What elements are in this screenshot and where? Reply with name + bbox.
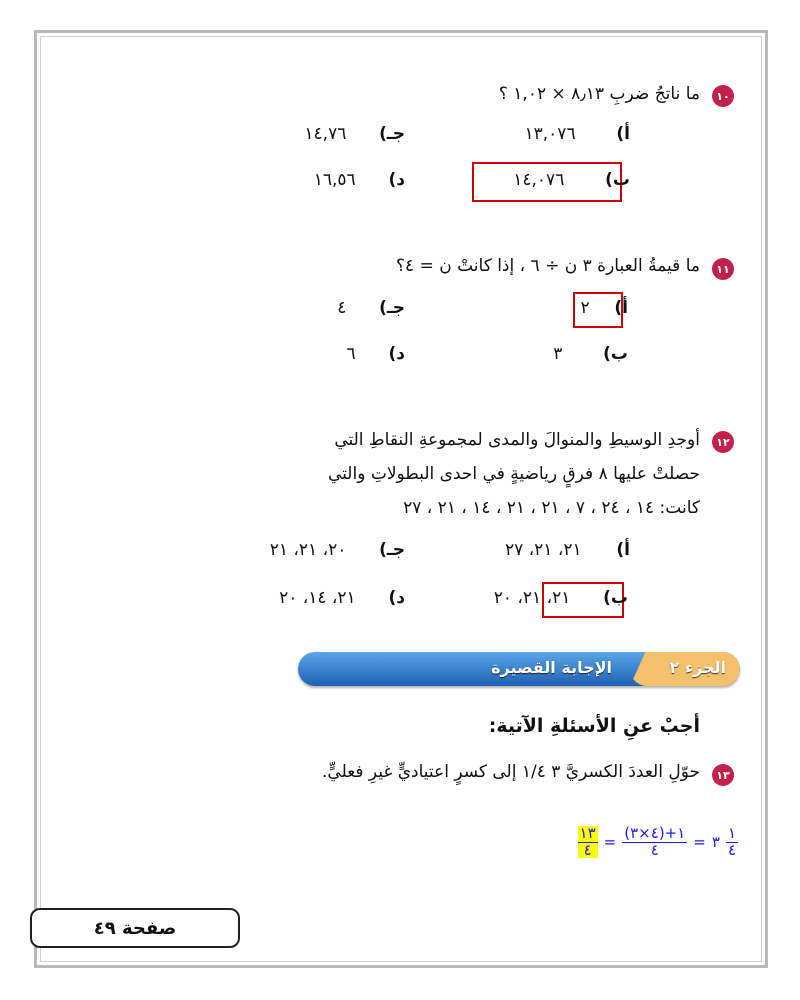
- section-title: الإجابة القصيرة: [491, 658, 612, 677]
- mixed-numerator: ١: [727, 823, 736, 842]
- option-value: ٦: [346, 344, 356, 364]
- option-letter: أ): [616, 540, 630, 560]
- option-d[interactable]: [347, 344, 405, 364]
- option-c[interactable]: [304, 124, 405, 144]
- question-number-badge: ١٣: [712, 764, 734, 786]
- option-value: ١٤,٠٧٦: [513, 170, 565, 190]
- option-value: ٢١، ١٤، ٢٠: [279, 588, 356, 608]
- option-b[interactable]: [494, 588, 628, 608]
- option-a[interactable]: [580, 298, 628, 318]
- option-letter: جـ): [379, 540, 405, 560]
- section-banner: [298, 652, 740, 686]
- answer-equation: [578, 820, 738, 864]
- option-letter: ب): [603, 344, 628, 364]
- option-a[interactable]: [505, 540, 630, 560]
- option-value: ٢١، ٢١، ٢٧: [505, 540, 582, 560]
- mixed-denominator: ٤: [727, 840, 736, 859]
- result-numerator: ١٣: [579, 823, 596, 842]
- instruction-heading: أجبْ عنِ الأسئلةِ الآتية:: [488, 715, 700, 737]
- option-letter: د): [388, 344, 405, 364]
- question-text-line: حصلتْ عليها ٨ فرقٍ رياضيةٍ في احدى البطولاتِ والتي: [328, 464, 700, 484]
- option-value: ٢٠، ٢١، ٢١: [269, 540, 347, 560]
- question-text-line: كانت: ١٤ ، ٢٤ ، ٧ ، ٢١ ، ٢١ ، ١٤ ، ٢١ ، ٢٧: [403, 498, 700, 518]
- mid-denominator: ٤: [650, 840, 659, 859]
- equals-sign: =: [603, 833, 617, 851]
- option-letter: أ): [614, 298, 628, 318]
- result-denominator: ٤: [583, 840, 592, 859]
- option-a[interactable]: [525, 124, 630, 144]
- option-letter: ب): [605, 170, 630, 190]
- mid-fraction: [622, 823, 687, 859]
- option-d[interactable]: [314, 170, 405, 190]
- mixed-fraction: [726, 823, 738, 859]
- question-text-line: أوجدِ الوسيطِ والمنوالَ والمدى لمجموعةِ النقاطِ التي: [334, 430, 700, 450]
- option-c[interactable]: [337, 298, 405, 318]
- option-b[interactable]: [513, 170, 630, 190]
- mid-numerator: (٤×٣)+١: [624, 823, 686, 842]
- option-value: ١٤,٧٦: [304, 124, 347, 144]
- option-value: ٢: [580, 298, 590, 318]
- option-value: ٢١، ٢١، ٢٠: [493, 588, 571, 608]
- question-number-badge: ١١: [712, 258, 734, 280]
- equals-sign: =: [693, 833, 706, 851]
- result-fraction: [578, 823, 598, 859]
- option-b[interactable]: [553, 344, 628, 364]
- option-value: ٤: [337, 298, 347, 318]
- page-number-label: صفحة ٤٩: [30, 908, 240, 948]
- option-letter: د): [388, 588, 405, 608]
- question-number-badge: ١٠: [712, 85, 734, 107]
- question-text: ما ناتجُ ضربِ ٨٫١٣ × ١,٠٢ ؟: [498, 84, 700, 104]
- question-text: حوّلِ العددَ الكسريَّ ٣ ١/٤ إلى كسرٍ اعتياديٍّ غيرِ فعليٍّ.: [322, 762, 700, 782]
- option-value: ١٣,٠٧٦: [524, 124, 576, 144]
- option-letter: د): [388, 170, 405, 190]
- option-letter: جـ): [379, 124, 405, 144]
- option-d[interactable]: [279, 588, 405, 608]
- question-text: ما قيمةُ العبارة ٣ ن ÷ ٦ ، إذا كانتْ ن = ٤؟: [396, 256, 700, 276]
- option-c[interactable]: [270, 540, 405, 560]
- option-value: ٣: [553, 344, 563, 364]
- section-part-label: الجزء ٢: [669, 658, 726, 677]
- option-letter: أ): [616, 124, 630, 144]
- whole-number: ٣: [711, 833, 720, 851]
- option-letter: ب): [603, 588, 628, 608]
- question-number-badge: ١٢: [712, 431, 734, 453]
- option-letter: جـ): [379, 298, 405, 318]
- option-value: ١٦,٥٦: [313, 170, 356, 190]
